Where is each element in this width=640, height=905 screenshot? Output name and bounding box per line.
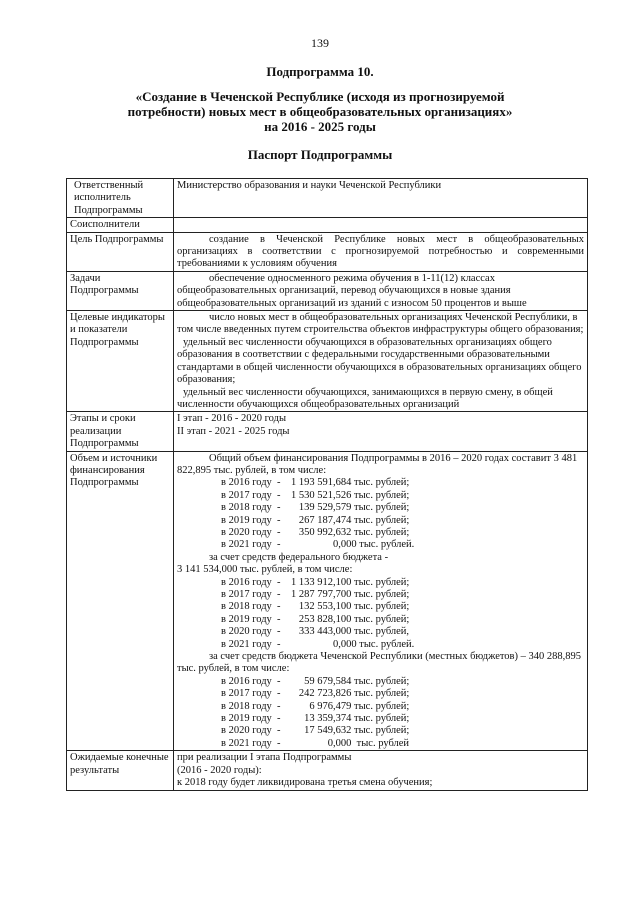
label-stages: Этапы и сроки реализации Подпрограммы: [67, 412, 174, 451]
funding-federal-year: в 2019 году - 253 828,100 тыс. рублей;: [221, 613, 410, 625]
stage-2: II этап - 2021 - 2025 годы: [177, 425, 290, 437]
subprogram-number: Подпрограмма 10.: [266, 64, 374, 79]
subprogram-title-line-3: на 2016 - 2025 годы: [264, 119, 376, 134]
indicator-3: удельный вес численности обучающихся, занимающихся в первую смену, в общей численности обучающихся общеобразовательных организаций: [177, 386, 553, 410]
row-indicators: [67, 311, 588, 412]
row-funding: [67, 451, 588, 751]
passport-table: [66, 178, 588, 791]
value-coexecutors: [174, 218, 588, 232]
label-tasks: Задачи Подпрограммы: [67, 271, 174, 310]
label-indicators: Целевые индикаторы и показатели Подпрограммы: [67, 311, 174, 412]
subprogram-title-line-1: «Создание в Чеченской Республике (исходя из прогнозируемой: [135, 89, 505, 104]
result-line-1: при реализации I этапа Подпрограммы: [177, 752, 352, 764]
row-stages: [67, 412, 588, 451]
funding-regional-year: в 2021 году - 0,000 тыс. рублей: [221, 737, 410, 749]
value-funding: [174, 451, 588, 751]
funding-regional-years: [177, 676, 584, 750]
funding-regional-year: в 2019 году - 13 359,374 тыс. рублей;: [221, 713, 410, 725]
stage-1: I этап - 2016 - 2020 годы: [177, 413, 286, 425]
funding-regional-year: в 2017 году - 242 723,826 тыс. рублей;: [221, 688, 410, 700]
funding-regional-year: в 2020 году - 17 549,632 тыс. рублей;: [221, 725, 410, 737]
value-stages: [174, 412, 588, 451]
value-results: [174, 751, 588, 790]
result-line-3: к 2018 году будет ликвидирована третья смена обучения;: [177, 777, 433, 789]
indicator-1: число новых мест в общеобразовательных организациях Чеченской Республики, в том числе введенных путем строительства объектов инфраструктуры общего образования;: [177, 312, 584, 336]
funding-regional-year: в 2016 году - 59 679,584 тыс. рублей;: [221, 675, 410, 687]
funding-federal-intro-1: за счет средств федерального бюджета -: [209, 551, 389, 563]
value-goal: создание в Чеченской Республике новых мест в общеобразовательных организациях в соответствии с прогнозируемой потребностью и современными требованиями к условиям обучения: [174, 232, 588, 271]
passport-title: Паспорт Подпрограммы: [247, 147, 393, 162]
label-goal: Цель Подпрограммы: [67, 232, 174, 271]
funding-total-year: в 2020 году - 350 992,632 тыс. рублей;: [221, 526, 410, 538]
funding-regional-year: в 2018 году - 6 976,479 тыс. рублей;: [221, 700, 410, 712]
row-goal: [67, 232, 588, 271]
document-header: [60, 64, 580, 134]
label-coexecutors: Соисполнители: [67, 218, 174, 232]
label-funding: Объем и источники финансирования Подпрограммы: [67, 451, 174, 751]
funding-total-intro: Общий объем финансирования Подпрограммы в 2016 – 2020 годах составит 3 481 822,895 тыс. рублей, в том числе:: [177, 452, 578, 476]
page-number: 139: [311, 36, 329, 50]
label-results: Ожидаемые конечные результаты: [67, 751, 174, 790]
funding-federal-year: в 2017 году - 1 287 797,700 тыс. рублей;: [221, 589, 410, 600]
funding-federal-year: в 2020 году - 333 443,000 тыс. рублей,: [221, 626, 410, 638]
value-indicators: [174, 311, 588, 412]
funding-federal-intro-2: 3 141 534,000 тыс. рублей, в том числе:: [177, 564, 353, 576]
label-responsible: Ответственный исполнитель Подпрограммы: [67, 179, 174, 218]
funding-federal-years: [177, 577, 584, 651]
funding-total-year: в 2021 году - 0,000 тыс. рублей.: [221, 539, 415, 551]
funding-federal-year: в 2018 году - 132 553,100 тыс. рублей;: [221, 601, 410, 613]
funding-total-year: в 2019 году - 267 187,474 тыс. рублей;: [221, 514, 410, 526]
funding-total-year: в 2017 году - 1 530 521,526 тыс. рублей;: [221, 489, 410, 501]
funding-total-years: [177, 477, 584, 551]
subprogram-title-line-2: потребности) новых мест в общеобразовательных организациях»: [127, 104, 513, 119]
funding-federal-year: в 2016 году - 1 133 912,100 тыс. рублей;: [221, 576, 410, 588]
row-coexecutors: [67, 218, 588, 232]
funding-federal-year: в 2021 году - 0,000 тыс. рублей.: [221, 638, 415, 650]
result-line-2: (2016 - 2020 годы):: [177, 764, 262, 776]
value-responsible: Министерство образования и науки Чеченской Республики: [174, 179, 588, 218]
row-tasks: [67, 271, 588, 310]
indicator-2: удельный вес численности обучающихся в образовательных организациях общего образования в соответствии с федеральными государственными образовательными стандартами в общей численности обучающихся в образовательных организациях общего образования;: [177, 336, 582, 386]
value-tasks: обеспечение односменного режима обучения в 1-11(12) классах общеобразовательных организаций, перевод обучающихся в новые здания общеобразовательных организаций из зданий с износом 50 процентов и выше: [174, 271, 588, 310]
row-responsible: [67, 179, 588, 218]
funding-total-year: в 2018 году - 139 529,579 тыс. рублей;: [221, 502, 410, 514]
funding-regional-intro: за счет средств бюджета Чеченской Республики (местных бюджетов) – 340 288,895 тыс. рублей, в том числе:: [177, 651, 582, 675]
row-results: [67, 751, 588, 790]
funding-total-year: в 2016 году - 1 193 591,684 тыс. рублей;: [221, 477, 410, 489]
